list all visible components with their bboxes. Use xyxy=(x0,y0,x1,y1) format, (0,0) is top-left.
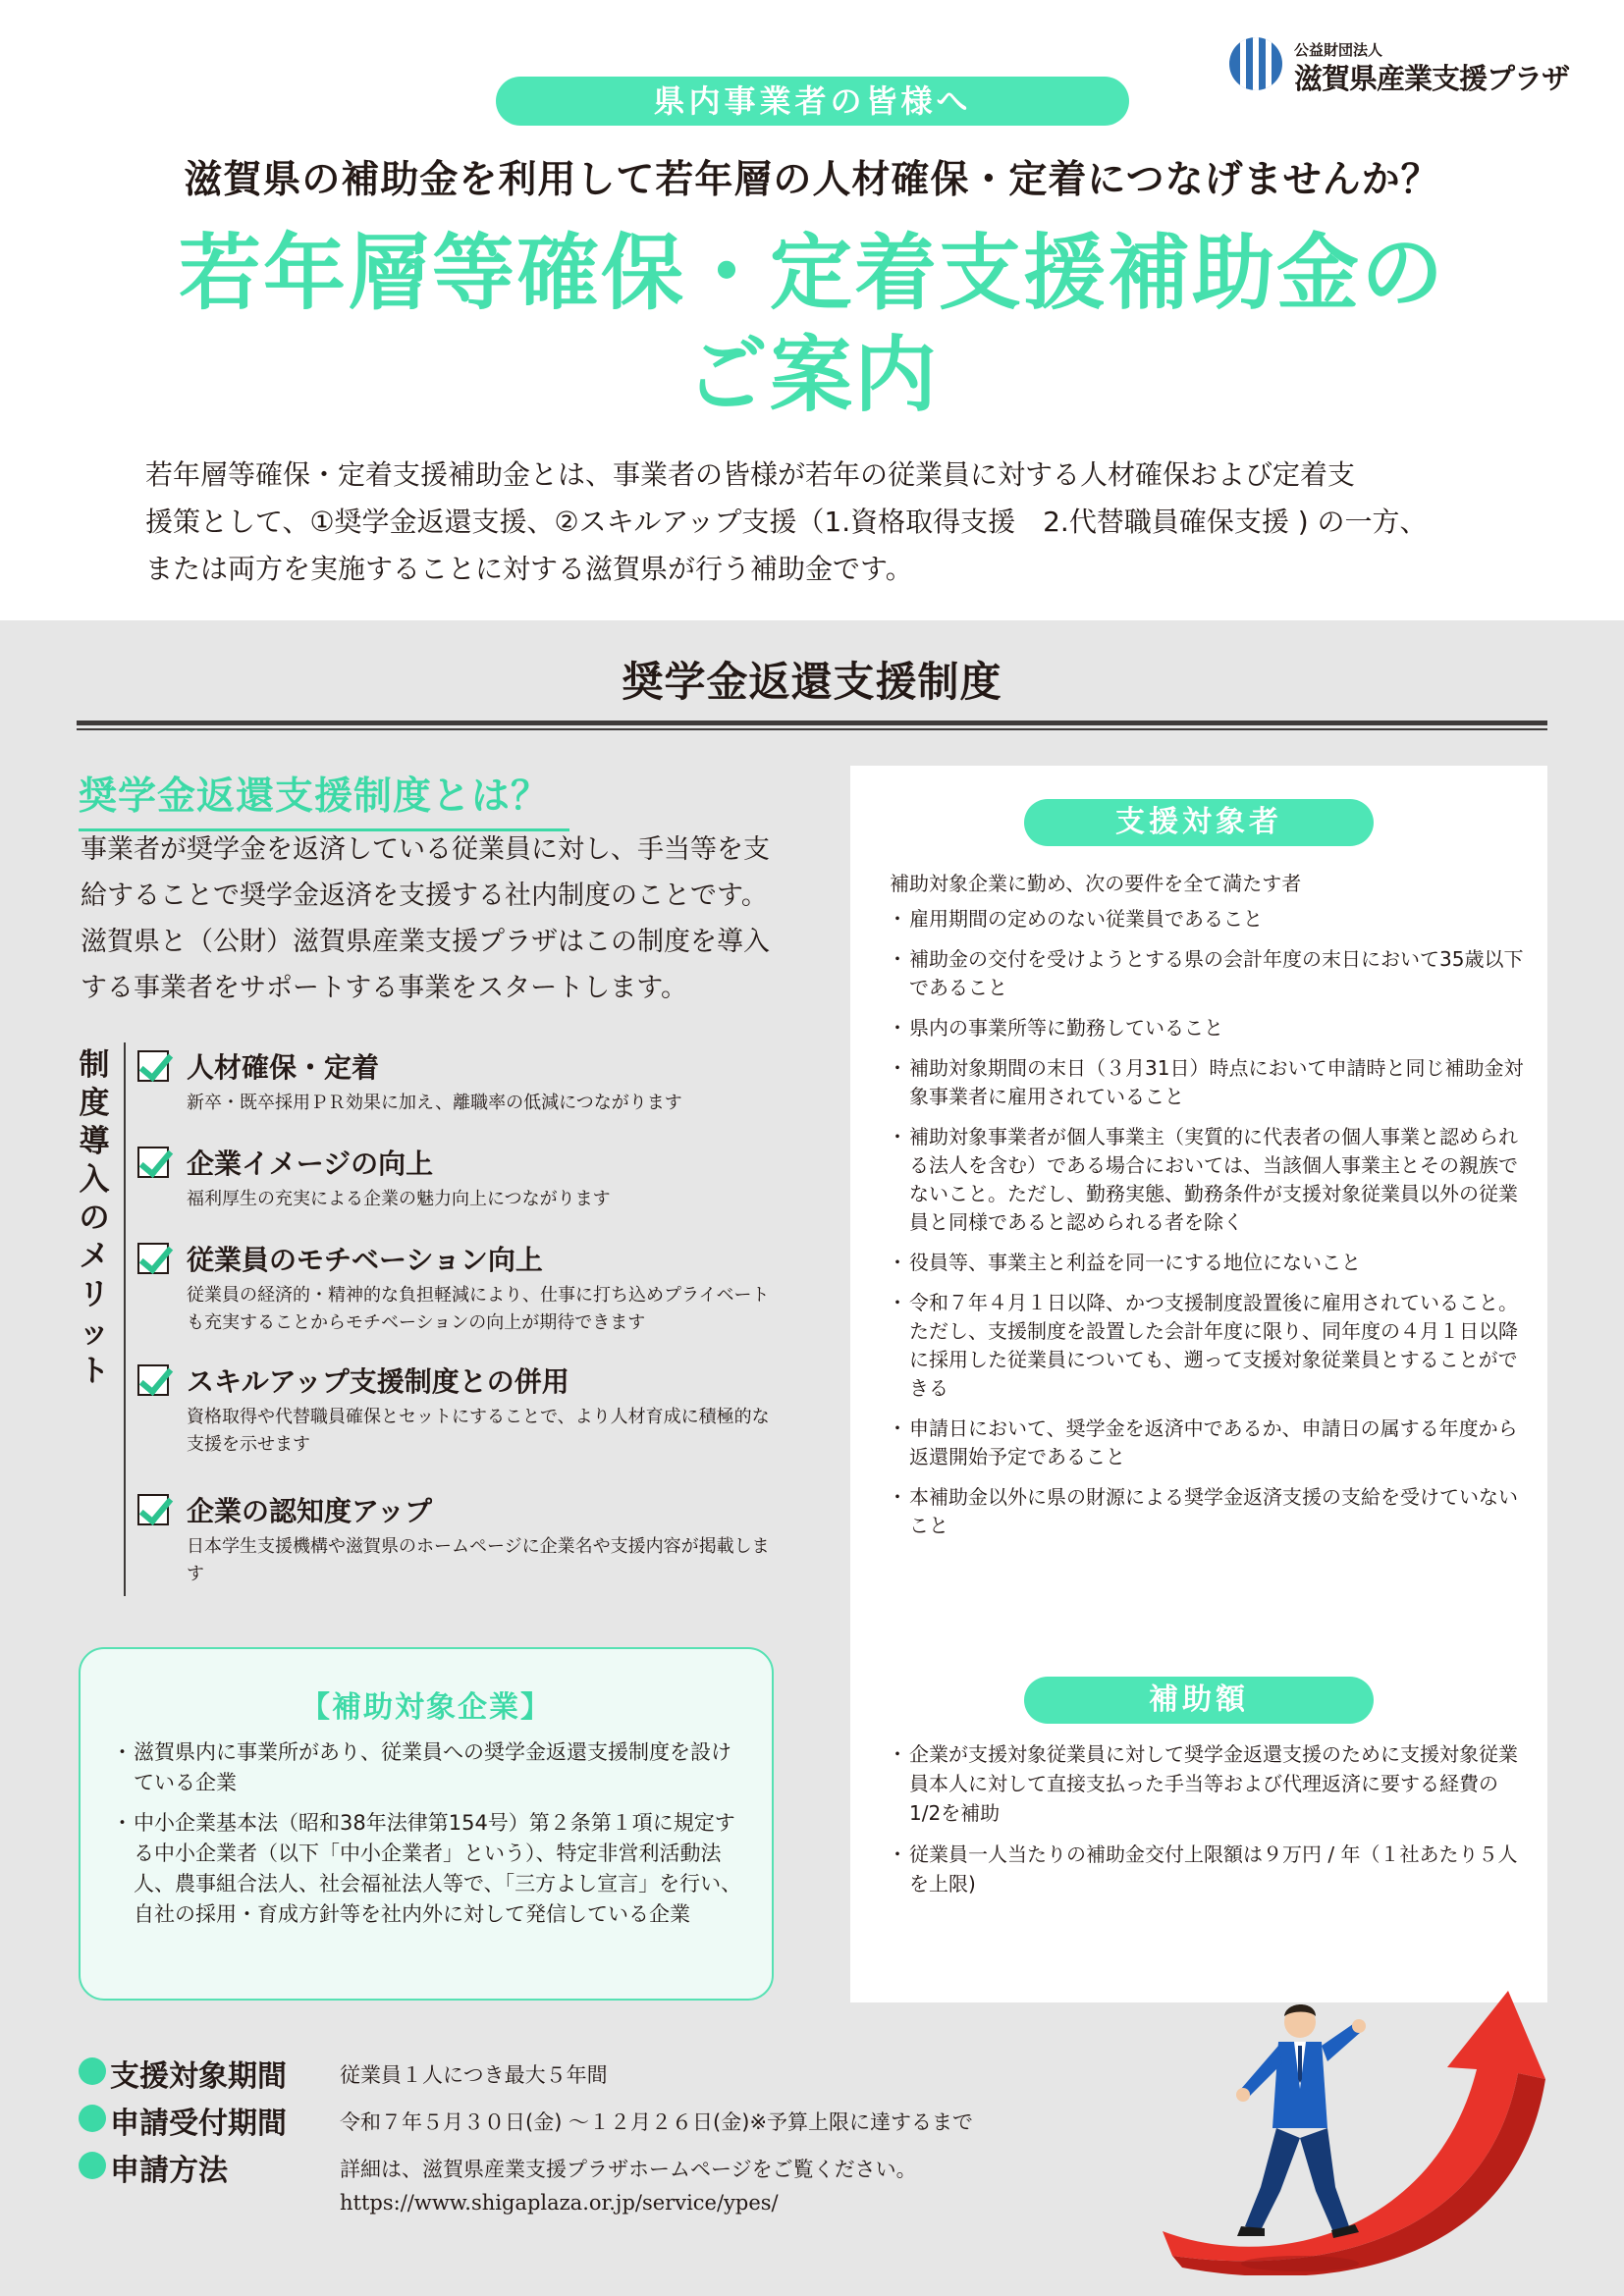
lead-question: 滋賀県の補助金を利用して若年層の人材確保・定着につなげませんか？ xyxy=(184,158,1440,202)
what-is-body xyxy=(81,827,787,1011)
list-item: ・ 雇用期間の定めのない従業員であること xyxy=(888,905,1526,934)
logo-org-type: 公益財団法人 xyxy=(1294,41,1383,59)
what-is-line: 事業者が奨学金を返済している従業員に対し、手当等を支 xyxy=(81,834,770,865)
checkbox-icon xyxy=(137,1494,169,1525)
page-title-line2: ご案内 xyxy=(684,327,939,423)
checkbox-icon xyxy=(137,1243,169,1274)
checkbox-icon xyxy=(137,1364,169,1396)
target-intro: 補助対象企業に勤め、次の要件を全て満たす者 xyxy=(890,872,1302,895)
list-item: ・ 中小企業基本法（昭和38年法律第154号）第２条第１項に規定する中小企業者（以下「中小企業者」という）、特定非営利活動法人、農事組合法人、社会福祉法人等で、「三方よし宣言」を行い、自社の採用・育成方針等を社内外に対して発信している企業 xyxy=(112,1808,750,1930)
merit-title: 企業の認知度アップ xyxy=(187,1495,433,1527)
what-is-line: 滋賀県と（公財）滋賀県産業支援プラザはこの制度を導入 xyxy=(81,927,770,957)
plaza-logo xyxy=(1229,35,1602,94)
what-is-line: する事業者をサポートする事業をスタートします。 xyxy=(81,973,688,1003)
section-divider-thin xyxy=(77,728,1547,730)
merit-desc: 日本学生支援機構や滋賀県のホームページに企業名や支援内容が掲載します xyxy=(187,1536,770,1584)
list-item: ・ 滋賀県内に事業所があり、従業員への奨学金返還支援制度を設けている企業 xyxy=(112,1737,750,1798)
intro-line: 援策として、①奨学金返還支援、②スキルアップ支援（1.資格取得支援 2.代替職員確保支援 ) の一方、 xyxy=(145,506,1428,538)
target-requirements-list xyxy=(888,905,1526,1552)
list-item: ・ 県内の事業所等に勤務していること xyxy=(888,1014,1526,1042)
businessman-arrow-illustration xyxy=(1143,1981,1565,2275)
application-period-value: 令和７年５月３０日(金) ～１２月２６日(金)※予算上限に達するまで xyxy=(340,2110,974,2134)
plaza-logo-icon xyxy=(1229,37,1282,90)
section-divider xyxy=(77,721,1547,725)
merit-desc: 従業員の経済的・精神的な負担軽減により、仕事に打ち込めプライベートも充実することからモチベーションの向上が期待できます xyxy=(187,1285,770,1333)
support-period-value: 従業員１人につき最大５年間 xyxy=(340,2063,608,2087)
eligible-company-list xyxy=(112,1737,750,1940)
checkbox-icon xyxy=(137,1147,169,1178)
amount-list xyxy=(888,1739,1526,1910)
application-method-label: 申請方法 xyxy=(110,2154,228,2188)
logo-org-name: 滋賀県産業支援プラザ xyxy=(1294,62,1570,95)
merit-title: スキルアップ支援制度との併用 xyxy=(187,1365,569,1398)
audience-pill: 県内事業者の皆様へ xyxy=(496,77,1129,126)
application-url-link[interactable]: https://www.shigaplaza.or.jp/service/ypes/ xyxy=(340,2191,779,2215)
list-item: ・ 補助対象事業者が個人事業主（実質的に代表者の個人事業と認められる法人を含む）である場合においては、当該個人事業主とその親族でないこと。ただし、勤務実態、勤務条件が支援対象従業員以外の従業員と同様であると認められる者を除く xyxy=(888,1123,1526,1237)
list-item: ・ 本補助金以外に県の財源による奨学金返済支援の支給を受けていないこと xyxy=(888,1483,1526,1540)
merits-divider xyxy=(124,1042,126,1596)
list-item: ・ 役員等、事業主と利益を同一にする地位にないこと xyxy=(888,1249,1526,1277)
intro-line: または両方を実施することに対する滋賀県が行う補助金です。 xyxy=(145,553,913,585)
merits-vertical-label: 制度導入のメリット xyxy=(79,1047,110,1389)
support-period-label: 支援対象期間 xyxy=(110,2059,287,2094)
page-title-line1: 若年層等確保・定着支援補助金の xyxy=(178,225,1445,321)
bullet-dot-icon xyxy=(79,2057,106,2085)
merit-title: 人材確保・定着 xyxy=(187,1051,380,1084)
list-item: ・ 申請日において、奨学金を返済中であるか、申請日の属する年度から返還開始予定であること xyxy=(888,1415,1526,1471)
eligible-company-title: 【補助対象企業】 xyxy=(300,1690,552,1725)
what-is-heading: 奨学金返還支援制度とは？ xyxy=(79,766,569,831)
merit-desc: 資格取得や代替職員確保とセットにすることで、より人材育成に積極的な支援を示せます xyxy=(187,1407,770,1455)
merit-title: 企業イメージの向上 xyxy=(187,1148,434,1180)
intro-text xyxy=(145,452,1500,593)
list-item: ・ 補助金の交付を受けようとする県の会計年度の末日において35歳以下であること xyxy=(888,945,1526,1002)
what-is-line: 給することで奨学金返済を支援する社内制度のことです。 xyxy=(81,881,768,911)
target-heading-pill: 支援対象者 xyxy=(1024,799,1374,846)
application-period-label: 申請受付期間 xyxy=(110,2107,287,2141)
page-title xyxy=(0,222,1624,426)
businessman-icon xyxy=(1236,2004,1366,2271)
section-title: 奨学金返還支援制度 xyxy=(622,658,1002,706)
bullet-dot-icon xyxy=(79,2152,106,2179)
amount-heading-pill: 補助額 xyxy=(1024,1677,1374,1724)
list-item: ・ 補助対象期間の末日（３月31日）時点において申請時と同じ補助金対象事業者に雇用されていること xyxy=(888,1054,1526,1111)
bullet-dot-icon xyxy=(79,2105,106,2132)
merit-desc: 福利厚生の充実による企業の魅力向上につながります xyxy=(187,1189,611,1209)
list-item: ・ 企業が支援対象従業員に対して奨学金返還支援のために支援対象従業員本人に対して直接支払った手当等および代理返済に要する経費の1/2を補助 xyxy=(888,1739,1526,1828)
checkbox-icon xyxy=(137,1050,169,1082)
intro-line: 若年層等確保・定着支援補助金とは、事業者の皆様が若年の従業員に対する人材確保および定着支 xyxy=(145,458,1356,491)
application-method-value: 詳細は、滋賀県産業支援プラザホームページをご覧ください。 xyxy=(340,2158,917,2181)
merit-desc: 新卒・既卒採用ＰＲ効果に加え、離職率の低減につながります xyxy=(187,1093,682,1113)
merit-title: 従業員のモチベーション向上 xyxy=(187,1244,543,1276)
list-item: ・ 従業員一人当たりの補助金交付上限額は９万円 / 年（１社あたり５人を上限) xyxy=(888,1840,1526,1898)
list-item: ・ 令和７年４月１日以降、かつ支援制度設置後に雇用されていること。ただし、支援制度を設置した会計年度に限り、同年度の４月１日以降に採用した従業員についても、遡って支援対象従業員とすることができる xyxy=(888,1289,1526,1403)
